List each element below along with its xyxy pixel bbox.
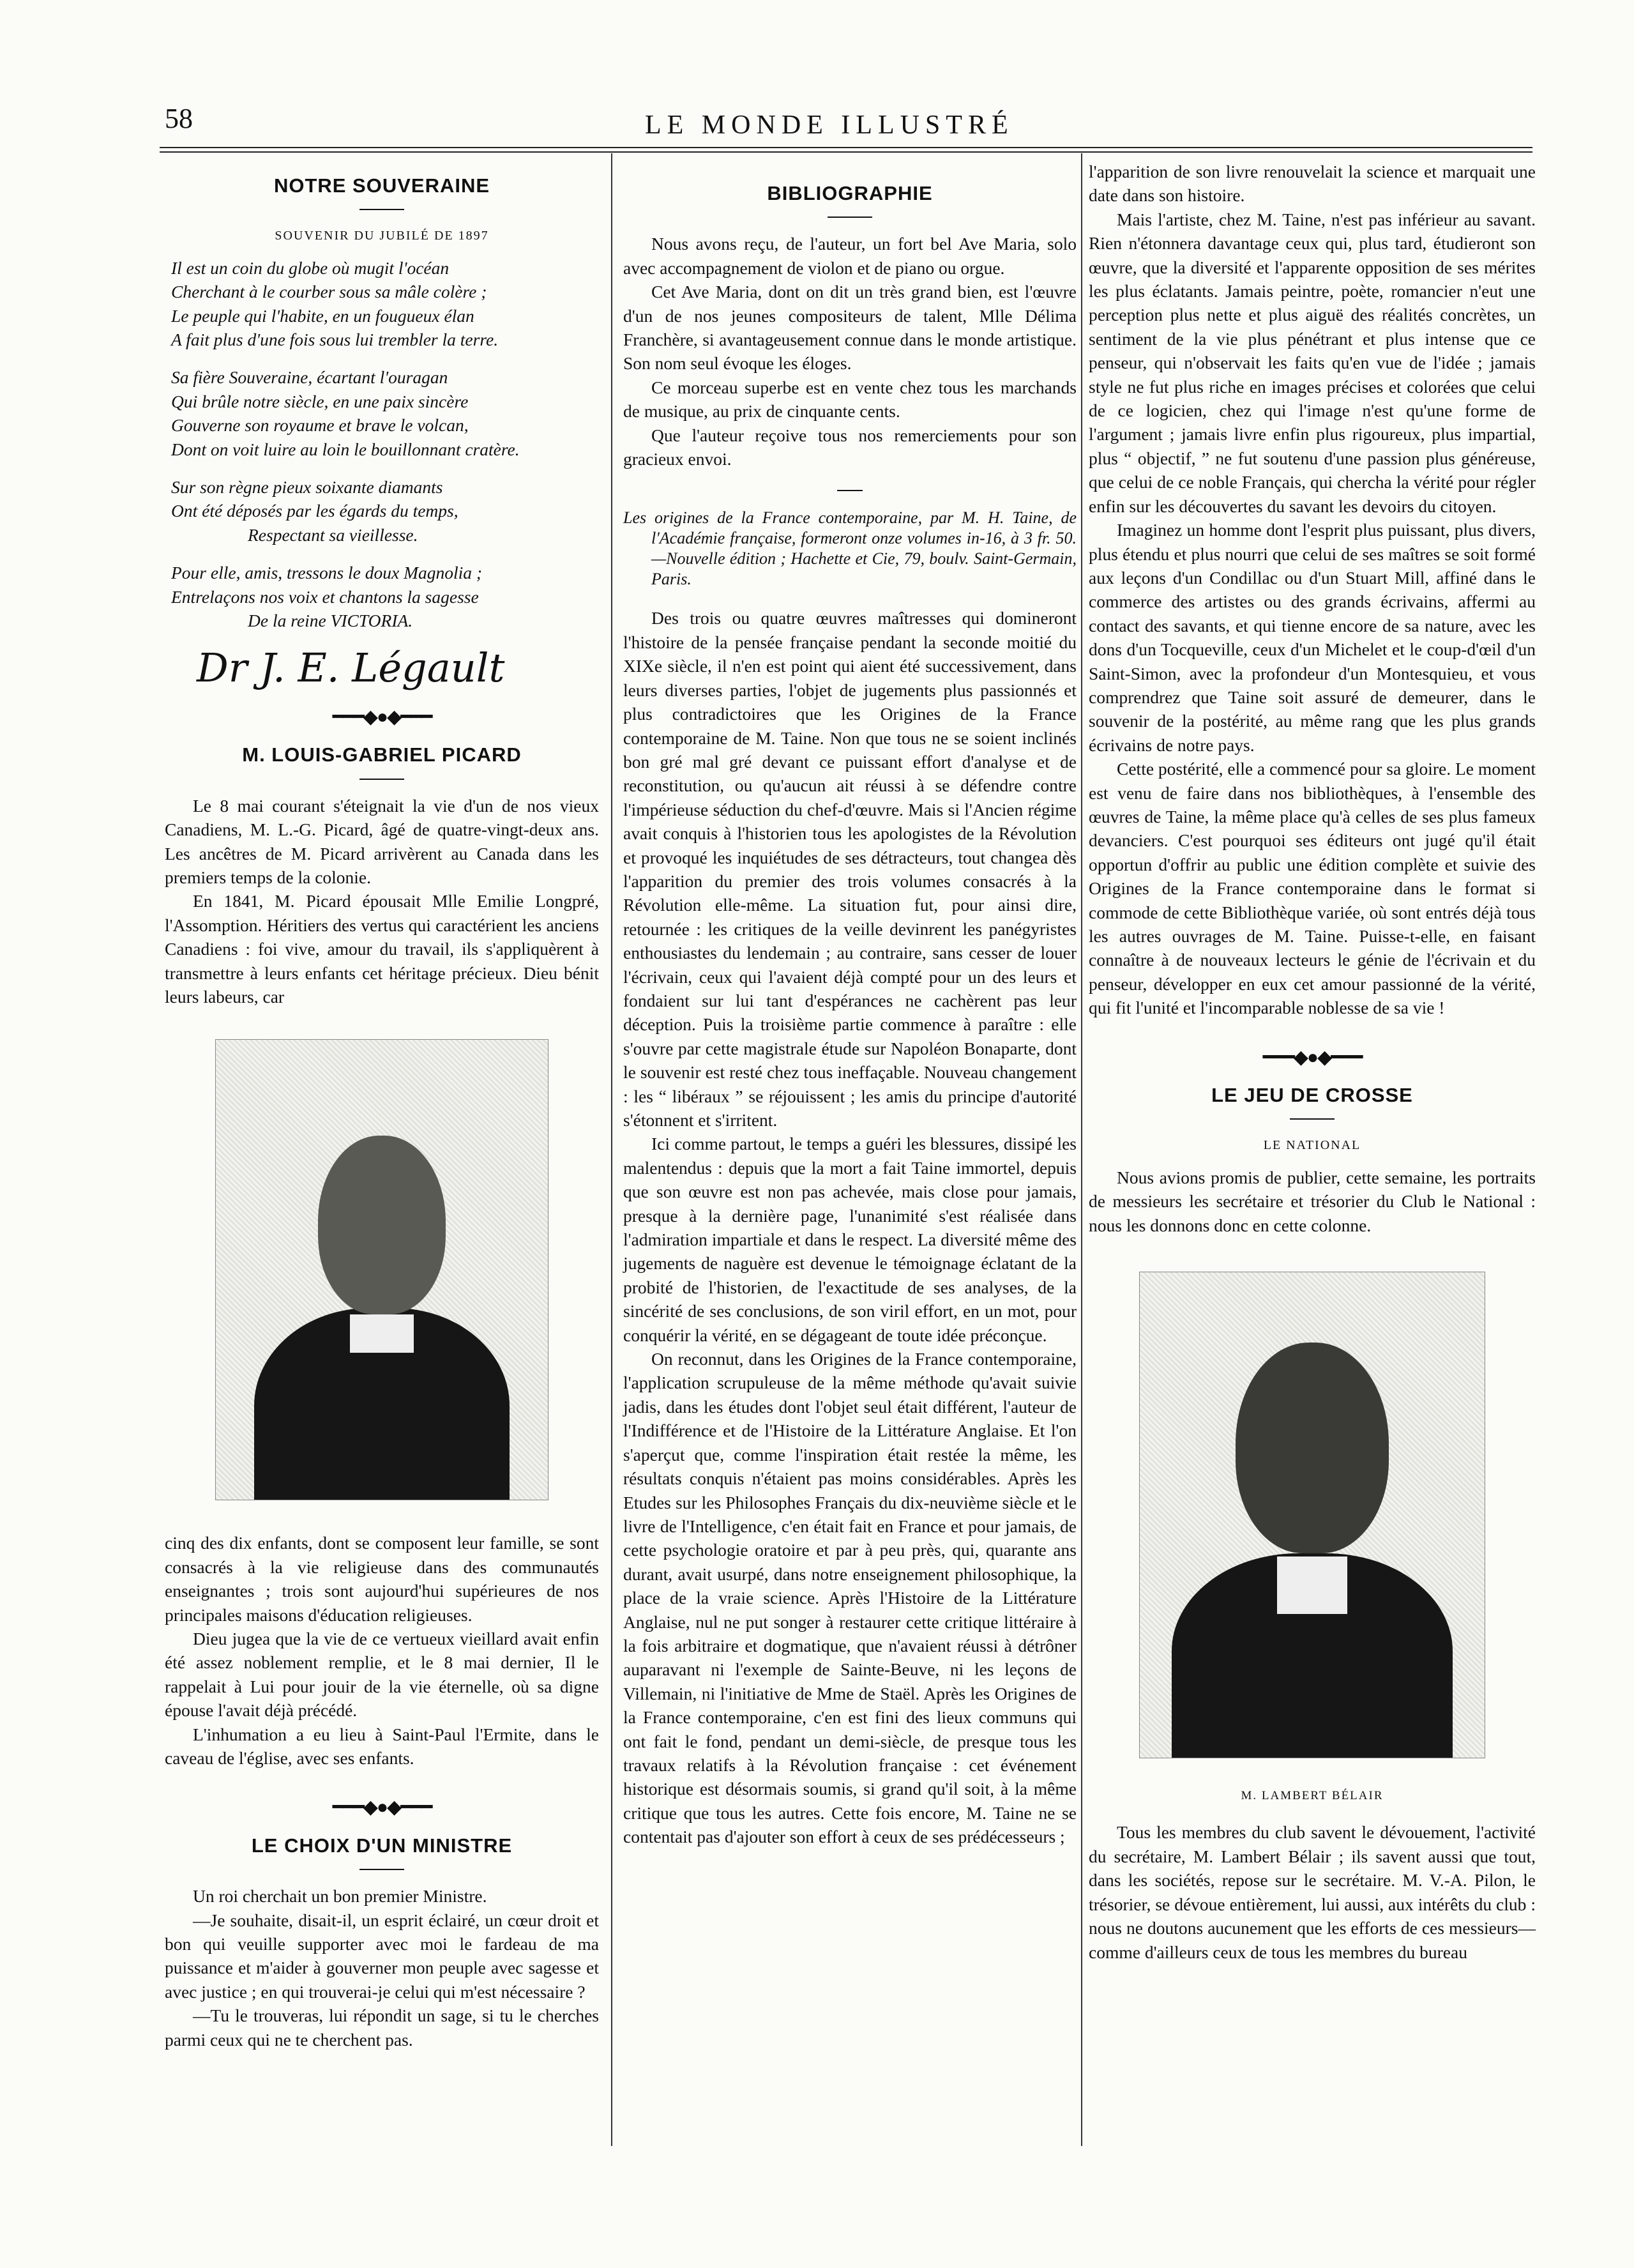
poem-line: Qui brûle notre siècle, en une paix sincère (171, 391, 469, 411)
divider (828, 217, 872, 218)
poem-line: Ont été déposés par les égards du temps, (171, 501, 458, 521)
poem-line: Il est un coin du globe où mugit l'océan (171, 257, 450, 278)
poem (171, 256, 599, 633)
column-divider (1081, 153, 1082, 2146)
paragraph: Cet Ave Maria, dont on dit un très grand bien, est l'œuvre d'un de nos jeunes compositeurs de talent, Mlle Délima Franchère, si avantageusement connue dans le monde artistique. Son nom seul évoque les éloges. (623, 282, 1077, 374)
column-divider (611, 153, 612, 2146)
paragraph: —Tu le trouveras, lui répondit un sage, si tu le cherches parmi ceux qui ne te cherchent pas. (165, 2005, 599, 2050)
section-title: NOTRE SOUVERAINE (273, 174, 490, 197)
poem-line: Entrelaçons nos voix et chantons la sagesse (171, 586, 479, 607)
poem-line: De la reine VICTORIA. (248, 611, 413, 631)
paragraph: l'apparition de son livre renouvelait la science et marquait une date dans son histoire. (1089, 162, 1536, 206)
paragraph: En 1841, M. Picard épousait Mlle Emilie Longpré, l'Assomption. Héritiers des vertus qui caractérient les anciens Canadiens : foi vive, amour du travail, ils s'appliquèrent à transmettre à leurs enfants cet héritage précieux. Dieu bénit leurs labeurs, car (165, 891, 599, 1007)
poem-line: Respectant sa vieillesse. (248, 524, 418, 545)
section-title: LE CHOIX D'UN MINISTRE (251, 1834, 513, 1857)
ornament-divider: ━━━◆●◆━━━ (332, 706, 432, 727)
poem-line: Cherchant à le courber sous sa mâle colère ; (171, 282, 487, 302)
paragraph: Que l'auteur reçoive tous nos remerciements pour son gracieux envoi. (623, 425, 1077, 469)
paragraph: Imaginez un homme dont l'esprit plus puissant, plus divers, plus étendu et plus nourri que celui de ses maîtres se soit formé aux leçons d'un Condillac ou d'un Stuart Mill, affiné dans le commerce des artistes ou des grands écrivains, affermi au contact des savants, et qui tienne encore de sa nature, avec les dons d'un Tocqueville, ceux d'un Michelet et le coup-d'œil d'un Saint-Simon, avec la profondeur d'un Montesquieu, et vous comprendrez que Taine soit assuré de demeurer, dans le souvenir de la postérité, au même rang que les plus grands écrivains de notre pays. (1089, 520, 1536, 755)
divider (1290, 1118, 1335, 1120)
poem-line: Le peuple qui l'habite, en un fougueux élan (171, 305, 474, 326)
paragraph: Un roi cherchait un bon premier Ministre. (193, 1886, 487, 1906)
page-number: 58 (165, 103, 193, 134)
paragraph: Nous avions promis de publier, cette semaine, les portraits de messieurs les secrétaire et trésorier du Club le National : nous les donnons donc en cette colonne. (1089, 1167, 1536, 1235)
signature: Dr J. E. Légault (197, 644, 505, 691)
paragraph: Ce morceau superbe est en vente chez tous les marchands de musique, au prix de cinquante cents. (623, 377, 1077, 422)
ornament-divider: ━━━◆●◆━━━ (332, 1797, 432, 1818)
header-rule (160, 147, 1532, 148)
paragraph: Cette postérité, elle a commencé pour sa gloire. Le moment est venu de faire dans nos bibliothèques, à l'ensemble des œuvres de Taine, la même place qu'à celles de ses plus fameux devanciers. C'est pourquoi ses éditeurs ont jugé qu'il était opportun d'offrir au public une édition complète et suivie des Origines de la France contemporaine dans le format si commode de cette Bibliothèque variée, où sont entrés déjà tous les autres ouvrages de M. Taine. Puisse-t-elle, en faisant connaître à de nouveaux lecteurs le génie de l'écrivain et du penseur, développer en eux cet amour passionné de la vérité, qui fit l'unité et l'incomparable noblesse de sa vie ! (1089, 759, 1536, 1018)
paragraph: On reconnut, dans les Origines de la France contemporaine, l'application scrupuleuse de la même méthode qu'avait suivie jadis, dans les études dont l'objet seul était différent, l'auteur de l'Indifférence et de l'Histoire de la Littérature Anglaise. Et l'on s'aperçut que, comme l'inspiration était restée la même, les résultats conquis n'étaient pas moins considérables. Après les Etudes sur les Philosophes Français du dix-neuvième siècle et le livre de l'Intelligence, c'en était fait en France et pour jamais, de cette psychologie oratoire et par à peu près, qui, quarante ans durant, avait usurpé, dans notre enseignement philosophique, la place de la vraie science. Après l'Histoire de la Littérature Anglaise, nul ne put songer à restaurer cette critique littéraire à la fois arbitraire et dogmatique, que n'avaient réussi à détrôner auparavant ni l'exemple de Sainte-Beuve, ni les leçons de Villemain, ni l'initiative de Mme de Staël. Après les Origines de la France contemporaine, c'en est fini des lieux communs qui ont fait le fond, pendant un demi-siècle, de presque tous les travaux relatifs à la Révolution française : cet événement historique est désormais soumis, si grand qu'il soit, à la même critique que tous les autres. Cette fois encore, M. Taine ne se contentait pas d'ajouter son effort à ceux de ses prédécesseurs ; (623, 1349, 1077, 1847)
paragraph: Tous les membres du club savent le dévouement, l'activité du secrétaire, M. Lambert Bélair ; ils savent aussi que tout, dans les sociétés, repose sur le secrétaire. M. V.-A. Pilon, le trésorier, se dévoue entièrement, lui aussi, aux intérêts du club : nous ne doutons aucunement que les efforts de ces messieurs—comme d'ailleurs ceux de tous les membres du bureau (1089, 1822, 1536, 1962)
column-left (165, 160, 599, 2051)
paragraph: L'inhumation a eu lieu à Saint-Paul l'Ermite, dans le caveau de l'église, avec ses enfants. (165, 1724, 599, 1769)
section-title: BIBLIOGRAPHIE (767, 182, 933, 204)
divider (359, 779, 404, 780)
poem-line: Sa fière Souveraine, écartant l'ouragan (171, 367, 448, 388)
portrait-photo-belair (1139, 1272, 1485, 1758)
header-rule-double (160, 151, 1532, 153)
book-reference: Les origines de la France contemporaine, par M. H. Taine, de l'Académie française, formeront onze volumes in-16, à 3 fr. 50.—Nouvelle édition ; Hachette et Cie, 79, boulv. Saint-Germain, Paris. (623, 508, 1077, 589)
section-subtitle: LE NATIONAL (1263, 1138, 1361, 1153)
poem-line: Sur son règne pieux soixante diamants (171, 477, 443, 498)
paragraph: Ici comme partout, le temps a guéri les blessures, dissipé les malentendus : depuis que la mort a fait Taine immortel, depuis que son œuvre est non pas achevée, mais close pour jamais, presque à la dernière page, l'unanimité s'est réalisée dans l'admiration impartiale et dans le respect. La diversité même des jugements de naguère est devenue le témoignage éclatant de la probité de l'historien, de l'exactitude de ses analyses, de la sincérité de ses conclusions, de son viril effort, en un mot, pour conquérir la vérité, en se dégageant de toute idée préconçue. (623, 1134, 1077, 1345)
section-title: M. LOUIS-GABRIEL PICARD (242, 743, 522, 766)
paragraph: —Je souhaite, disait-il, un esprit éclairé, un cœur droit et bon qui veuille supporter avec moi le fardeau de ma puissance et m'aider à gouverner mon peuple avec sagesse et avec justice ; en qui trouverai-je celui qui m'est nécessaire ? (165, 1910, 599, 2002)
paragraph: Le 8 mai courant s'éteignait la vie d'un de nos vieux Canadiens, M. L.-G. Picard, âgé de quatre-vingt-deux ans. Les ancêtres de M. Picard arrivèrent au Canada dans les premiers temps de la colonie. (165, 795, 599, 887)
poem-line: Gouverne son royaume et brave le volcan, (171, 415, 469, 436)
divider (837, 490, 863, 491)
photo-caption: M. LAMBERT BÉLAIR (1241, 1789, 1384, 1803)
divider (359, 1869, 404, 1870)
poem-line: Dont on voit luire au loin le bouillonnant cratère. (171, 439, 520, 459)
paragraph: Nous avons reçu, de l'auteur, un fort bel Ave Maria, solo avec accompagnement de violon et de piano ou orgue. (623, 234, 1077, 278)
section-subtitle: SOUVENIR DU JUBILÉ DE 1897 (275, 229, 489, 243)
paragraph: Mais l'artiste, chez M. Taine, n'est pas inférieur au savant. Rien n'étonnera davantage ceux qui, plus tard, étudieront son œuvre, que la diversité et l'apparente opposition de ses mérites les plus éclatants. Jamais peintre, poète, romancier n'eut une perception plus nette et plus aiguë des réalités concrètes, un sentiment de la vie plus pénétrant et plus intense que ce penseur, qui n'observait les faits qu'en vue de l'idée ; jamais style ne fut plus riche en images précises et colorées que celui de ce logicien, chez qui l'image n'est qu'une forme de l'argument ; jamais livre enfin plus rigoureux, plus impartial, plus “ objectif, ” ne fut soutenu d'une passion plus généreuse, que celui de ce noble Français, qui chercha la vérité pour régler enfin sur les découvertes du savant les devoirs du citoyen. (1089, 209, 1536, 516)
paragraph: Dieu jugea que la vie de ce vertueux vieillard avait enfin été assez noblement remplie, et le 8 mai dernier, Il le rappelait à Lui pour jouir de la vie éternelle, où sa digne épouse l'avait déjà précédé. (165, 1629, 599, 1721)
poem-line: A fait plus d'une fois sous lui trembler la terre. (171, 330, 499, 350)
column-right (1089, 160, 1536, 1964)
poem-line: Pour elle, amis, tressons le doux Magnolia ; (171, 563, 483, 583)
section-title: LE JEU DE CROSSE (1211, 1084, 1413, 1107)
masthead: LE MONDE ILLUSTRÉ (645, 110, 1014, 140)
paragraph: Des trois ou quatre œuvres maîtresses qui domineront l'histoire de la pensée française pendant la seconde moitié du XIXe siècle, il n'en est point qui aient été successivement, dans leurs diverses parties, l'objet de jugements plus passionnés et plus contradictoires que les Origines de la France contemporaine de M. Taine. Non que tous ne se soient inclinés bon gré mal gré devant ce puissant effort d'analyse et de reconstitution, ou qu'aucun ait réussi à se défendre contre l'impérieuse séduction du chef-d'œuvre. Mais si l'Ancien régime avait conquis à l'historien tous les apologistes de la Révolution et provoqué les inquiétudes de ses détracteurs, tout changea dès l'apparition du premier des trois volumes consacrés à la Révolution elle-même. La situation fut, pour ainsi dire, retournée : les critiques de la veille devinrent les panégyristes enthousiastes du lendemain ; au contraire, sans cesser de louer l'écrivain, ceux qui l'avaient déjà compté pour un des leurs et fondaient sur lui tant d'espérances ne cachèrent pas leur déception. Puis la troisième partie commence à paraître : elle s'ouvre par cette magistrale étude sur Napoléon Bonaparte, dont le souvenir est resté chez tous ineffaçable. Nouveau changement : les “ libéraux ” se réjouissent ; les amis du principe d'autorité s'étonnent et s'irritent. (623, 608, 1077, 1130)
portrait-photo-picard (215, 1039, 548, 1500)
divider (359, 209, 404, 210)
ornament-divider: ━━━◆●◆━━━ (1262, 1046, 1362, 1068)
paragraph: cinq des dix enfants, dont se composent leur famille, se sont consacrés à la vie religieuse dans des communautés enseignantes ; trois sont aujourd'hui supérieures de nos principales maisons d'éducation religieuses. (165, 1533, 599, 1625)
column-middle (623, 160, 1077, 1849)
